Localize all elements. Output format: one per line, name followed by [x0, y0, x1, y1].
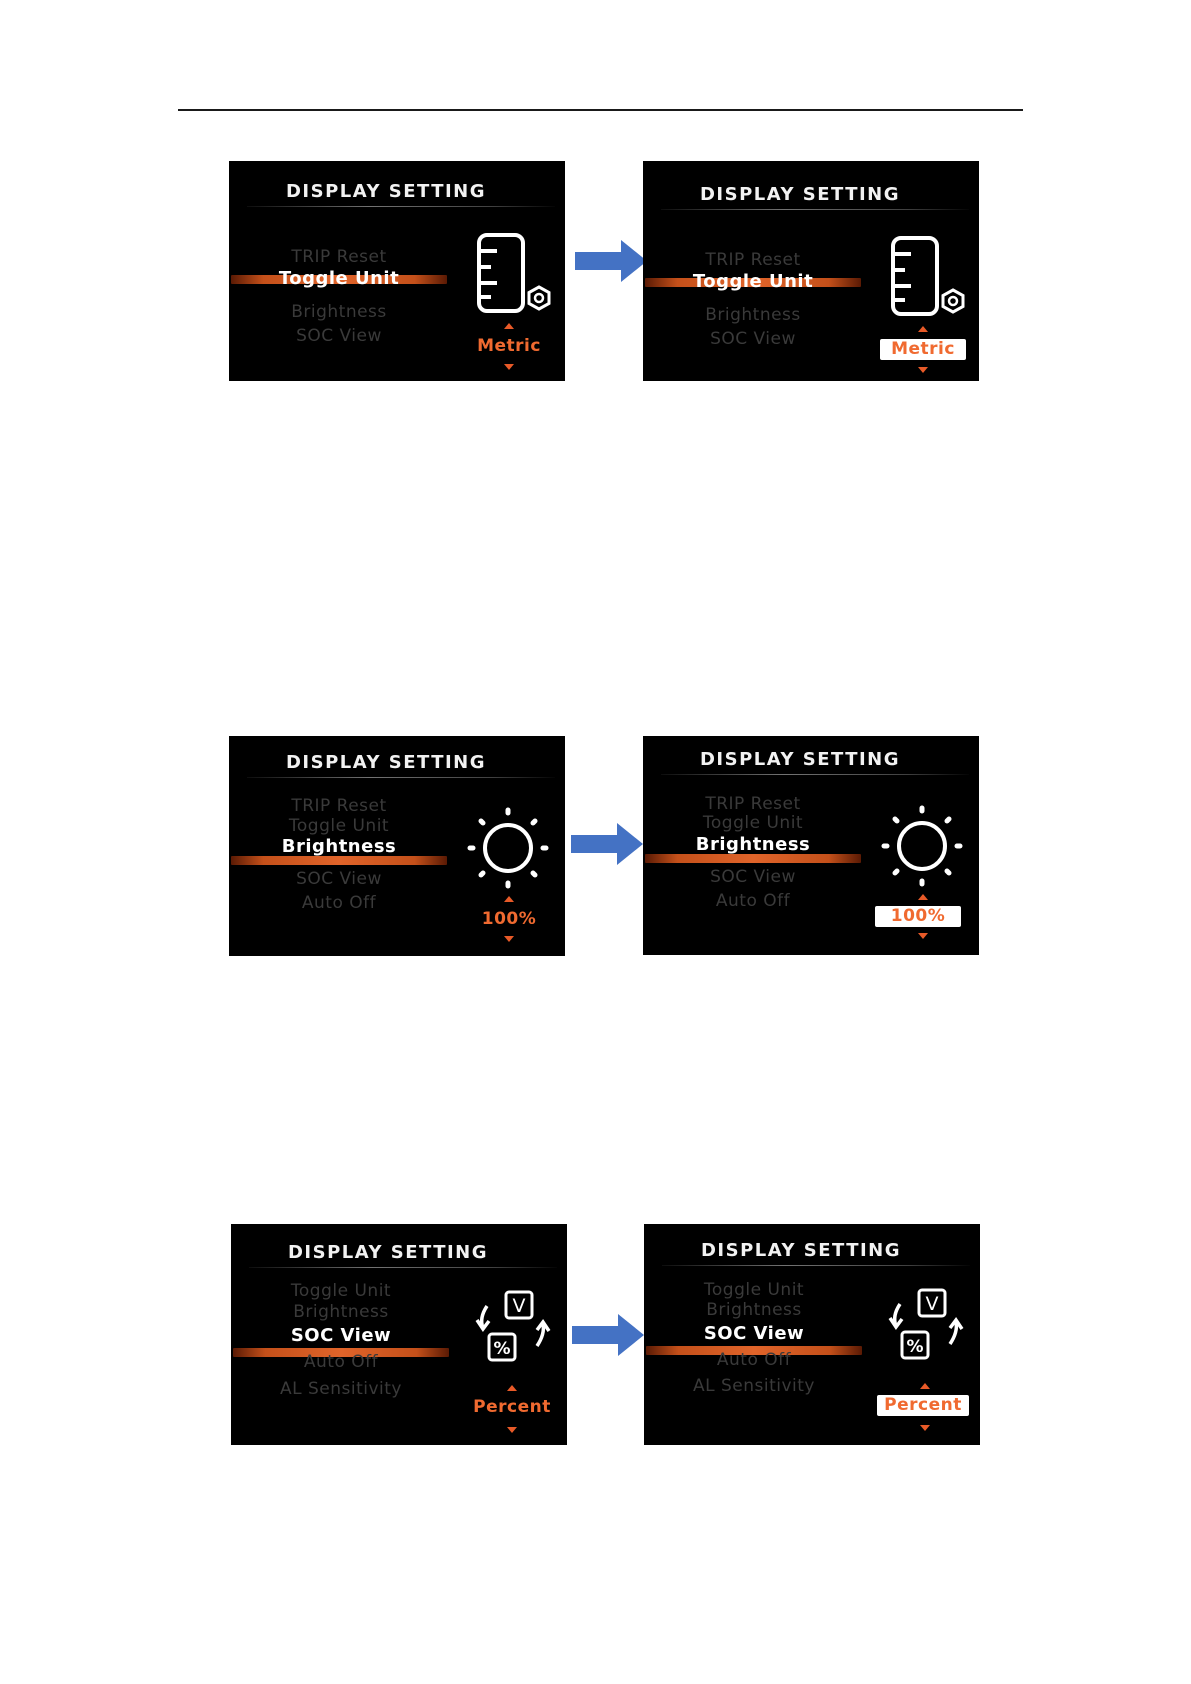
display-setting-screen [229, 736, 565, 956]
screen-title: DISPLAY SETTING [699, 184, 901, 205]
screen-title: DISPLAY SETTING [700, 1240, 902, 1261]
value-up-arrow[interactable] [504, 896, 514, 902]
title-divider [249, 1267, 557, 1268]
transition-arrow [575, 240, 648, 282]
menu-item-toggle-unit[interactable]: Toggle Unit [692, 271, 814, 292]
screen-title: DISPLAY SETTING [699, 749, 901, 770]
menu-item-toggle-unit[interactable]: Toggle Unit [288, 816, 390, 836]
svg-text:V: V [925, 1293, 939, 1315]
ruler-gear-icon [477, 233, 557, 315]
menu-item-brightness[interactable]: Brightness [706, 1300, 802, 1320]
value-up-arrow[interactable] [504, 323, 514, 329]
sun-icon [878, 802, 966, 890]
menu-item-brightness[interactable]: Brightness [281, 836, 397, 857]
voltage-percent-swap-icon [886, 1286, 968, 1368]
display-setting-screen [231, 1224, 567, 1445]
menu-item-al-sensitivity[interactable]: AL Sensitivity [279, 1379, 402, 1399]
display-setting-screen [229, 161, 565, 381]
menu-item-toggle-unit[interactable]: Toggle Unit [702, 813, 804, 833]
setting-value[interactable]: Percent [473, 1397, 551, 1417]
value-down-arrow[interactable] [920, 1425, 930, 1431]
menu-item-al-sensitivity[interactable]: AL Sensitivity [692, 1376, 815, 1396]
value-up-arrow[interactable] [920, 1383, 930, 1389]
menu-item-trip-reset[interactable]: TRIP Reset [705, 250, 801, 270]
display-setting-screen-editing [643, 161, 979, 381]
title-divider [247, 206, 555, 207]
setting-value-editing[interactable]: Metric [880, 339, 966, 360]
screen-title: DISPLAY SETTING [285, 752, 487, 773]
display-setting-screen-editing [644, 1224, 980, 1445]
setting-value[interactable]: 100% [481, 909, 537, 929]
value-up-arrow[interactable] [918, 326, 928, 332]
screen-title: DISPLAY SETTING [285, 181, 487, 202]
value-down-arrow[interactable] [504, 364, 514, 370]
menu-item-trip-reset[interactable]: TRIP Reset [705, 794, 801, 814]
menu-item-trip-reset[interactable]: TRIP Reset [291, 796, 387, 816]
transition-arrow [572, 1314, 645, 1356]
menu-item-soc-view[interactable]: SOC View [710, 867, 796, 887]
svg-text:%: % [493, 1339, 511, 1359]
menu-item-toggle-unit[interactable]: Toggle Unit [703, 1280, 805, 1300]
ruler-gear-icon [891, 236, 971, 318]
menu-item-soc-view[interactable]: SOC View [710, 329, 796, 349]
value-down-arrow[interactable] [504, 936, 514, 942]
menu-item-toggle-unit[interactable]: Toggle Unit [290, 1281, 392, 1301]
value-down-arrow[interactable] [918, 367, 928, 373]
title-divider [661, 209, 969, 210]
menu-item-auto-off[interactable]: Auto Off [715, 891, 791, 911]
svg-text:V: V [512, 1295, 526, 1317]
setting-value-editing[interactable]: Percent [877, 1395, 969, 1416]
voltage-percent-swap-icon [473, 1288, 555, 1370]
value-up-arrow[interactable] [918, 894, 928, 900]
title-divider [661, 774, 969, 775]
selection-highlight [231, 856, 447, 865]
menu-item-soc-view[interactable]: SOC View [296, 869, 382, 889]
value-down-arrow[interactable] [918, 933, 928, 939]
value-down-arrow[interactable] [507, 1427, 517, 1433]
svg-text:%: % [906, 1337, 924, 1357]
transition-arrow [571, 823, 644, 865]
menu-item-auto-off[interactable]: Auto Off [301, 893, 377, 913]
menu-item-brightness[interactable]: Brightness [293, 1302, 389, 1322]
menu-item-toggle-unit[interactable]: Toggle Unit [278, 268, 400, 289]
title-divider [247, 777, 555, 778]
display-setting-screen-editing [643, 736, 979, 955]
menu-item-auto-off[interactable]: Auto Off [716, 1350, 792, 1370]
menu-item-brightness[interactable]: Brightness [291, 302, 387, 322]
menu-item-soc-view[interactable]: SOC View [290, 1325, 392, 1346]
header-rule [178, 109, 1023, 111]
menu-item-soc-view[interactable]: SOC View [296, 326, 382, 346]
screen-title: DISPLAY SETTING [287, 1242, 489, 1263]
setting-value[interactable]: Metric [477, 336, 541, 356]
value-up-arrow[interactable] [507, 1385, 517, 1391]
menu-item-trip-reset[interactable]: TRIP Reset [291, 247, 387, 267]
selection-highlight [645, 854, 861, 863]
menu-item-auto-off[interactable]: Auto Off [303, 1352, 379, 1372]
menu-item-soc-view[interactable]: SOC View [703, 1323, 805, 1344]
menu-item-brightness[interactable]: Brightness [705, 305, 801, 325]
menu-item-brightness[interactable]: Brightness [695, 834, 811, 855]
setting-value-editing[interactable]: 100% [875, 906, 961, 927]
title-divider [662, 1265, 970, 1266]
sun-icon [464, 804, 552, 892]
